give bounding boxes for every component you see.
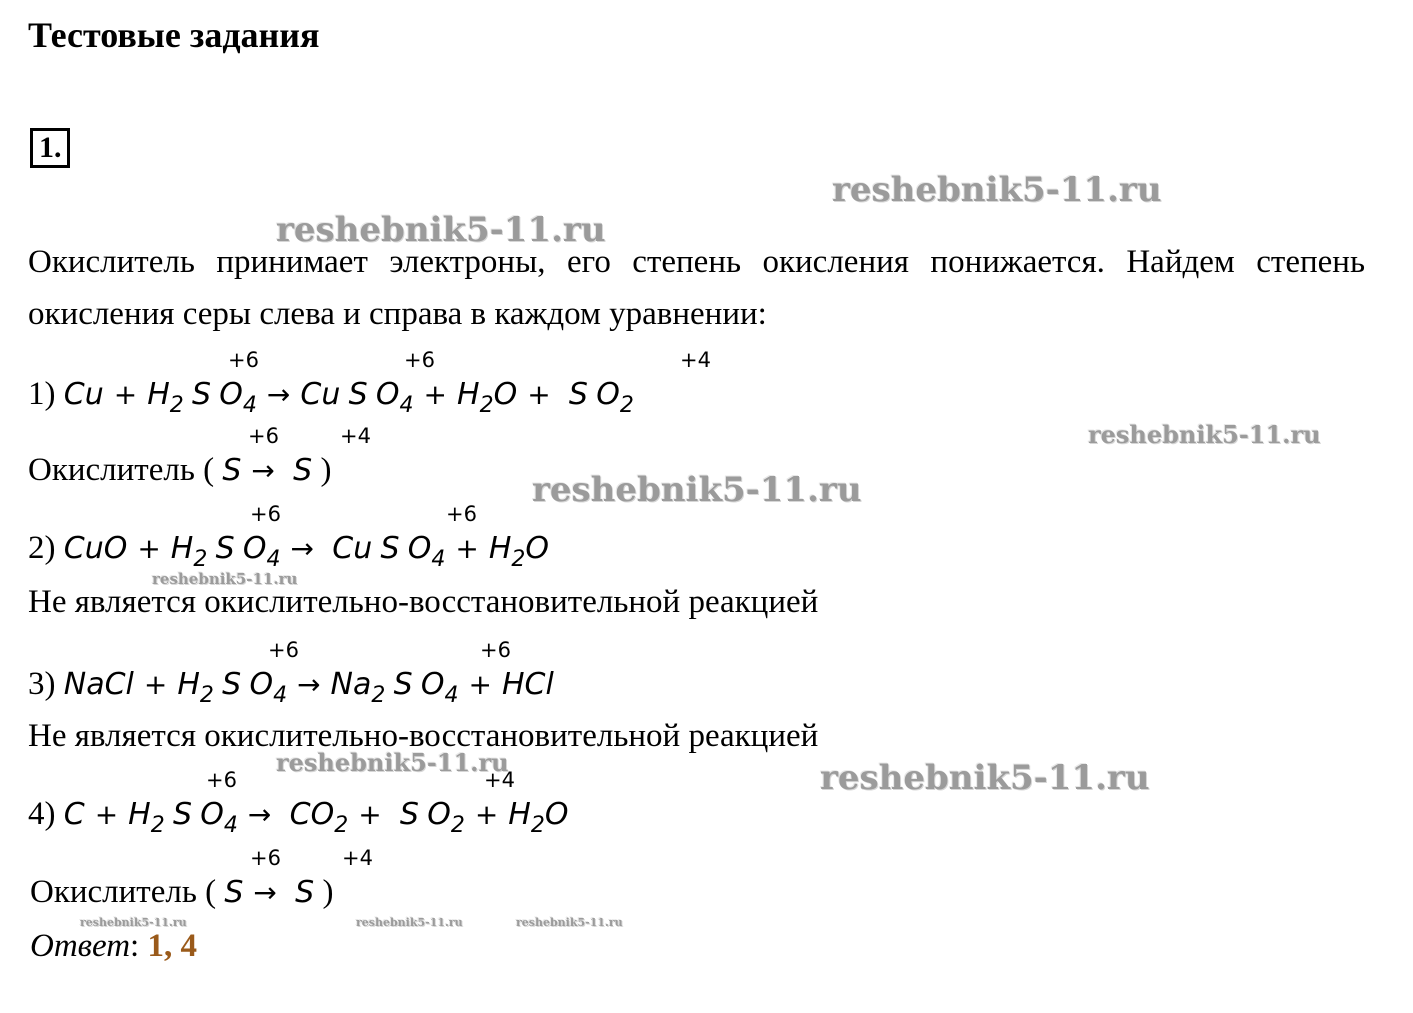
equation-number: 1) — [28, 376, 56, 412]
watermark: reshebnik5-11.ru — [832, 170, 1162, 210]
oxidation-state: +6 — [250, 846, 281, 870]
formula: C — [63, 797, 85, 832]
plus-sign: + — [468, 668, 492, 701]
subscript: 4 — [444, 683, 459, 708]
watermark: reshebnik5-11.ru — [516, 916, 623, 929]
subscript: 2 — [150, 813, 165, 838]
equation-2 — [28, 528, 549, 572]
formula: S — [293, 453, 313, 488]
subscript: 2 — [193, 547, 208, 572]
formula: HCl — [502, 667, 554, 702]
equation-number: 3) — [28, 666, 56, 702]
answer-label: Ответ — [30, 928, 131, 964]
equation-3 — [28, 664, 554, 708]
oxidation-state: +4 — [680, 348, 711, 372]
reaction-arrow: → — [266, 378, 291, 411]
reaction-arrow: → — [290, 532, 314, 565]
formula: H — [177, 667, 200, 702]
formula: Cu — [63, 377, 104, 412]
formula: S — [348, 377, 368, 412]
formula: H — [170, 531, 194, 566]
formula: S — [399, 797, 419, 832]
formula: S — [192, 377, 212, 412]
oxidation-state: +6 — [206, 768, 237, 792]
subscript: 4 — [266, 547, 281, 572]
formula: S — [172, 797, 193, 832]
plus-sign: + — [137, 532, 161, 565]
formula: O — [544, 797, 569, 832]
plus-sign: + — [143, 668, 168, 701]
plus-sign: + — [94, 798, 119, 831]
subscript: 2 — [511, 547, 526, 572]
oxidation-state: +4 — [342, 846, 373, 870]
reaction-arrow: → — [253, 876, 277, 909]
subscript: 4 — [242, 393, 257, 418]
equation-number: 2) — [28, 530, 56, 566]
not-redox-note: Не является окислительно-восстановительной реакцией — [28, 584, 819, 620]
formula: NaCl — [63, 667, 134, 702]
oxidizer-label: Окислитель ( — [28, 452, 215, 488]
closing-paren: ) — [322, 874, 334, 910]
subscript: 2 — [169, 393, 184, 418]
formula: Cu — [300, 377, 341, 412]
watermark: reshebnik5-11.ru — [276, 210, 606, 250]
formula: S — [380, 531, 400, 566]
subscript: 4 — [431, 547, 446, 572]
watermark: reshebnik5-11.ru — [532, 470, 862, 510]
equation-4 — [28, 794, 568, 838]
watermark: reshebnik5-11.ru — [80, 916, 187, 929]
formula: S — [222, 667, 242, 702]
formula: S — [224, 875, 244, 910]
subscript: 4 — [223, 813, 238, 838]
page-title: Тестовые задания — [28, 15, 320, 55]
formula: S — [222, 453, 242, 488]
subscript: 2 — [334, 813, 349, 838]
plus-sign: + — [527, 378, 551, 411]
formula: O — [420, 667, 445, 702]
subscript: 4 — [399, 393, 414, 418]
equation-1 — [28, 374, 634, 418]
formula: Cu — [332, 531, 373, 566]
watermark: reshebnik5-11.ru — [1088, 420, 1321, 449]
subscript: 4 — [273, 683, 288, 708]
answer-colon: : — [130, 928, 140, 964]
oxidation-state: +6 — [250, 502, 281, 526]
closing-paren: ) — [320, 452, 332, 488]
subscript: 2 — [530, 813, 545, 838]
formula: O — [249, 667, 274, 702]
oxidation-state: +6 — [268, 638, 299, 662]
watermark: reshebnik5-11.ru — [356, 916, 463, 929]
formula: H — [128, 797, 151, 832]
oxidizer-label: Окислитель ( — [30, 874, 217, 910]
plus-sign: + — [455, 532, 479, 565]
formula: O — [407, 531, 432, 566]
oxidation-state: +4 — [484, 768, 515, 792]
oxidation-state: +6 — [248, 424, 279, 448]
formula: S — [393, 667, 413, 702]
reaction-arrow: → — [247, 798, 272, 831]
formula: H — [508, 797, 531, 832]
subscript: 2 — [199, 683, 214, 708]
answer-line — [30, 926, 197, 966]
not-redox-note: Не является окислительно-восстановительной реакцией — [28, 718, 819, 754]
formula: O — [242, 531, 267, 566]
plus-sign: + — [113, 378, 138, 411]
oxidation-state: +6 — [404, 348, 435, 372]
formula: CO — [289, 797, 335, 832]
subscript: 2 — [371, 683, 386, 708]
formula: O — [219, 377, 243, 412]
oxidation-state: +6 — [446, 502, 477, 526]
oxidizer-line-2 — [30, 872, 333, 913]
answer-value: 1, 4 — [147, 928, 197, 964]
subscript: 2 — [619, 393, 634, 418]
subscript: 2 — [479, 393, 494, 418]
plus-sign: + — [474, 798, 499, 831]
formula: O — [427, 797, 451, 832]
oxidation-state: +4 — [340, 424, 371, 448]
reaction-arrow: → — [251, 454, 275, 487]
formula: O — [375, 377, 400, 412]
watermark: reshebnik5-11.ru — [152, 570, 298, 588]
reaction-arrow: → — [297, 668, 321, 701]
watermark: reshebnik5-11.ru — [820, 758, 1150, 798]
plus-sign: + — [423, 378, 447, 411]
formula: H — [488, 531, 512, 566]
oxidation-state: +6 — [480, 638, 511, 662]
formula: S — [568, 377, 588, 412]
oxidation-state: +6 — [228, 348, 259, 372]
formula: H — [147, 377, 170, 412]
plus-sign: + — [358, 798, 382, 831]
formula: O — [525, 531, 550, 566]
formula: S — [295, 875, 315, 910]
oxidizer-line-1 — [28, 450, 331, 491]
subscript: 2 — [450, 813, 465, 838]
task-number-box: 1. — [30, 128, 70, 168]
watermark: reshebnik5-11.ru — [276, 748, 509, 777]
formula: O — [200, 797, 224, 832]
equation-number: 4) — [28, 796, 56, 832]
formula: O — [493, 377, 518, 412]
intro-paragraph: Окислитель принимает электроны, его степень окисления понижается. Найдем степень окисления серы слева и справа в каждом уравнении: — [28, 244, 1365, 332]
formula: CuO — [63, 531, 128, 566]
formula: S — [215, 531, 235, 566]
formula: O — [596, 377, 620, 412]
formula: Na — [330, 667, 372, 702]
formula: H — [457, 377, 480, 412]
